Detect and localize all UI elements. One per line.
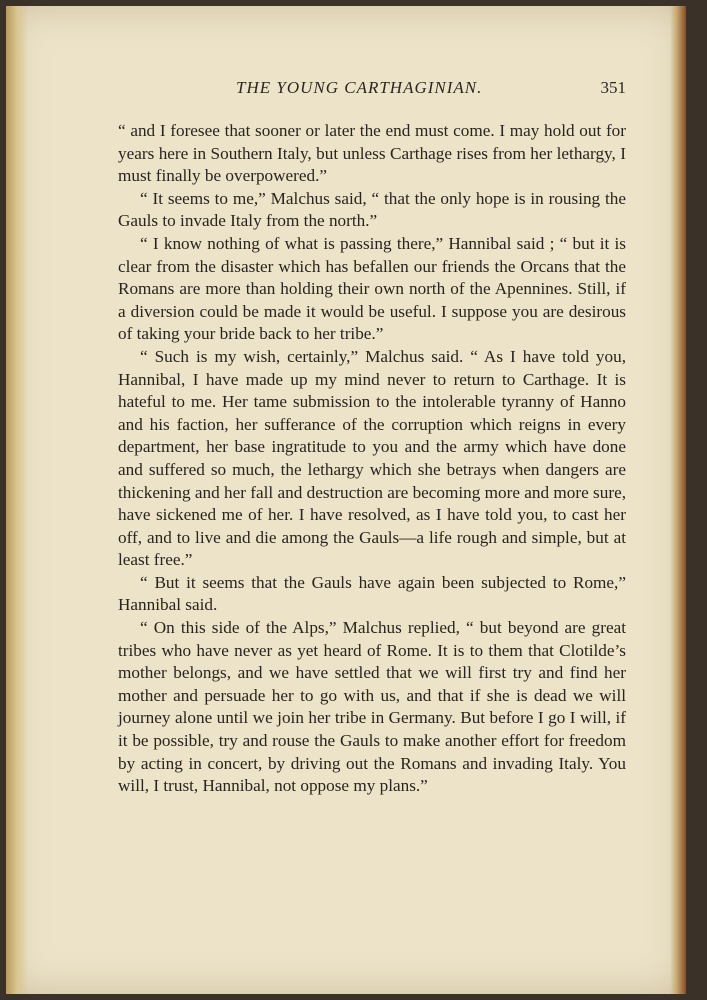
running-title: THE YOUNG CARTHAGINIAN.	[236, 78, 483, 97]
book-page	[6, 6, 686, 994]
paragraph: “ On this side of the Alps,” Malchus replied, “ but beyond are great tribes who have never as yet heard of Rome. It is to them that Clotilde’s mother belongs, and we have settled that we will first try and find her mother and persuade her to go with us, and that if she is dead we will journey alone until we join her tribe in Germany. But before I go I will, if it be possible, try and rouse the Gauls to make another effort for freedom by acting in concert, by driving out the Romans and invading Italy. You will, I trust, Hannibal, not oppose my plans.”	[118, 618, 626, 796]
page-edge-stain	[670, 6, 686, 994]
running-header	[118, 78, 626, 104]
page-gutter-shadow	[6, 6, 28, 994]
page-number: 351	[600, 78, 626, 97]
body-text	[118, 120, 626, 798]
paragraph: “ Such is my wish, certainly,” Malchus said. “ As I have told you, Hannibal, I have made up my mind never to return to Carthage. It is hateful to me. Her tame submission to the intolerable tyranny of Hanno and his faction, her sufferance of the corruption which reigns in every department, her base ingratitude to you and the army which have done and suffered so much, the lethargy which she betrays when dangers are thickening and her fall and destruction are becoming more and more sure, have sickened me of her. I have resolved, as I have told you, to cast her off, and to live and die among the Gauls—a life rough and simple, but at least free.”	[118, 346, 626, 570]
paragraph: “ It seems to me,” Malchus said, “ that the only hope is in rousing the Gauls to invade Italy from the north.”	[118, 188, 626, 231]
paragraph: “ I know nothing of what is passing there,” Hannibal said ; “ but it is clear from the disaster which has befallen our friends the Orcans that the Romans are more than holding their own north of the Apennines. Still, if a diversion could be made it would be useful. I suppose you are desirous of taking your bride back to her tribe.”	[118, 233, 626, 344]
paragraph: “ But it seems that the Gauls have again been subjected to Rome,” Hannibal said.	[118, 572, 626, 615]
paragraph: “ and I foresee that sooner or later the end must come. I may hold out for years here in Southern Italy, but unless Carthage rises from her lethargy, I must finally be overpowered.”	[118, 121, 626, 186]
